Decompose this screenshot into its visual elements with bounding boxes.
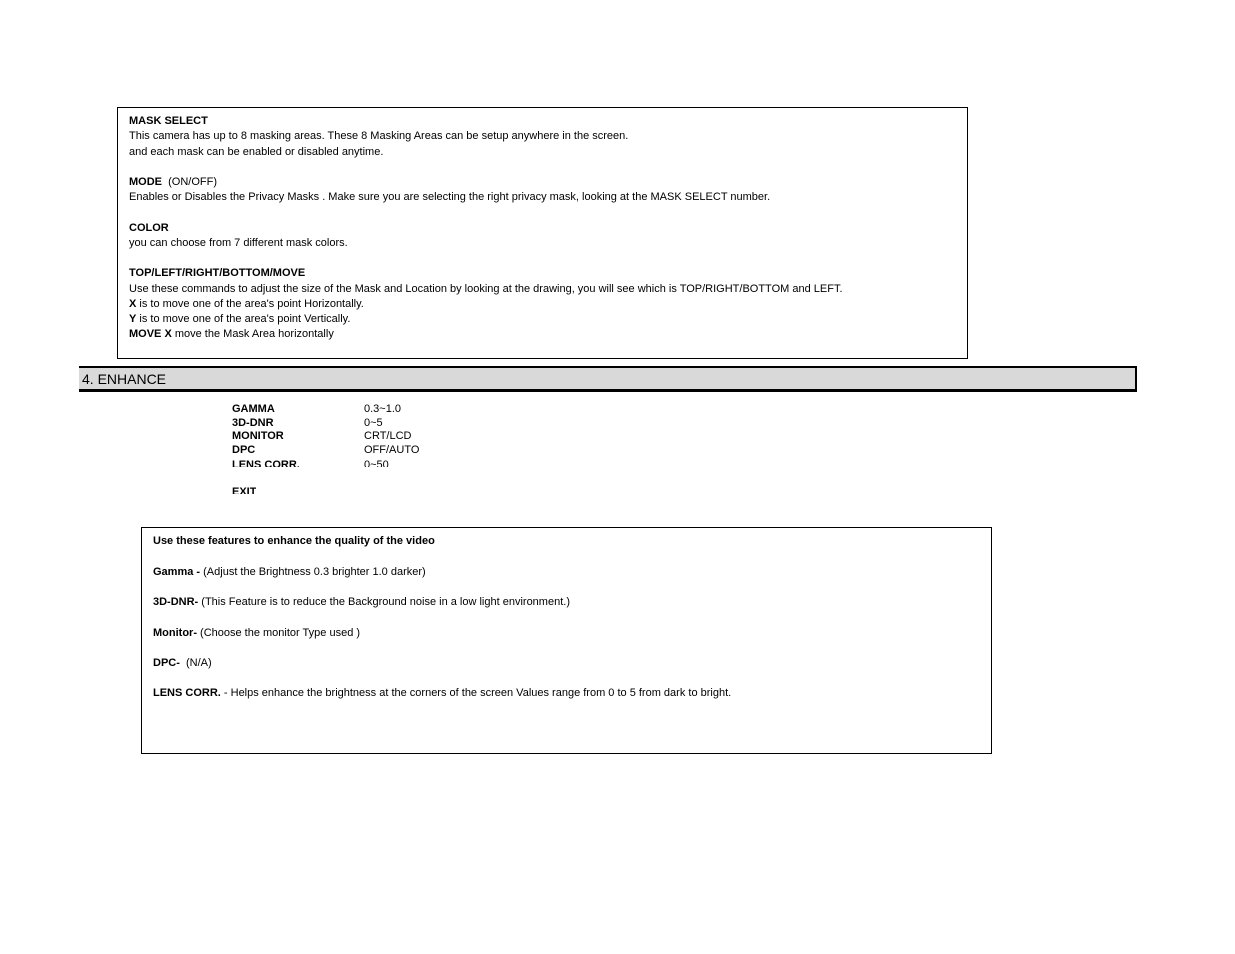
menu-exit: EXIT	[232, 486, 257, 494]
monitor-line	[153, 626, 360, 640]
color-desc: you can choose from 7 different mask colors.	[129, 237, 348, 249]
gamma-line	[153, 565, 426, 579]
menu-label-monitor: MONITOR	[232, 430, 284, 442]
gamma-label: Gamma -	[153, 566, 201, 578]
menu-value-lens-corr: 0~50	[364, 459, 389, 467]
dnr-desc: (This Feature is to reduce the Background noise in a low light environment.)	[198, 596, 570, 608]
section-title: 4. ENHANCE	[82, 371, 167, 387]
movex-label: MOVE X	[129, 328, 172, 340]
y-label: Y	[129, 313, 137, 325]
menu-label-3d-dnr: 3D-DNR	[232, 417, 274, 429]
section-header-enhance	[79, 366, 1137, 392]
menu-label-dpc: DPC	[232, 444, 256, 456]
mask-select-title: MASK SELECT	[129, 115, 208, 127]
y-line	[129, 312, 350, 326]
menu-value-gamma: 0.3~1.0	[364, 403, 402, 415]
menu-value-3d-dnr: 0~5	[364, 417, 383, 429]
x-label: X	[129, 298, 137, 310]
menu-label-gamma: GAMMA	[232, 403, 275, 415]
enhance-description-box	[141, 527, 992, 754]
position-title: TOP/LEFT/RIGHT/BOTTOM/MOVE	[129, 267, 306, 279]
movex-line	[129, 327, 334, 341]
dnr-label: 3D-DNR-	[153, 596, 199, 608]
color-title: COLOR	[129, 222, 169, 234]
lens-corr-label: LENS CORR.	[153, 687, 221, 699]
menu-value-monitor: CRT/LCD	[364, 430, 412, 442]
monitor-desc: (Choose the monitor Type used )	[196, 627, 361, 639]
dnr-line	[153, 595, 570, 609]
mode-title: MODE	[129, 176, 162, 188]
lens-corr-desc: - Helps enhance the brightness at the corners of the screen Values range from 0 to 5 from dark to bright.	[220, 687, 732, 699]
x-desc: is to move one of the area's point Horizontally.	[136, 298, 364, 310]
mask-select-desc-2: and each mask can be enabled or disabled anytime.	[129, 146, 384, 158]
mask-select-desc-1: This camera has up to 8 masking areas. These 8 Masking Areas can be setup anywhere in the screen.	[129, 130, 629, 142]
menu-label-lens-corr: LENS CORR.	[232, 459, 300, 467]
dpc-label: DPC-	[153, 657, 180, 669]
y-desc: is to move one of the area's point Vertically.	[136, 313, 351, 325]
gamma-desc: (Adjust the Brightness 0.3 brighter 1.0 darker)	[200, 566, 426, 578]
movex-desc: move the Mask Area horizontally	[171, 328, 334, 340]
lens-corr-line	[153, 686, 731, 700]
dpc-desc: (N/A)	[179, 657, 212, 669]
mode-heading	[129, 175, 217, 189]
mode-values: (ON/OFF)	[168, 176, 218, 188]
dpc-line	[153, 656, 212, 670]
position-desc: Use these commands to adjust the size of the Mask and Location by looking at the drawing, you will see which is TOP/RIGHT/BOTTOM and LEFT.	[129, 283, 843, 295]
x-line	[129, 297, 364, 311]
monitor-label: Monitor-	[153, 627, 197, 639]
menu-value-dpc: OFF/AUTO	[364, 444, 420, 456]
enhance-heading: Use these features to enhance the quality of the video	[153, 535, 435, 547]
mode-desc: Enables or Disables the Privacy Masks . Make sure you are selecting the right privacy mask, looking at the MASK SELECT number.	[129, 191, 771, 203]
